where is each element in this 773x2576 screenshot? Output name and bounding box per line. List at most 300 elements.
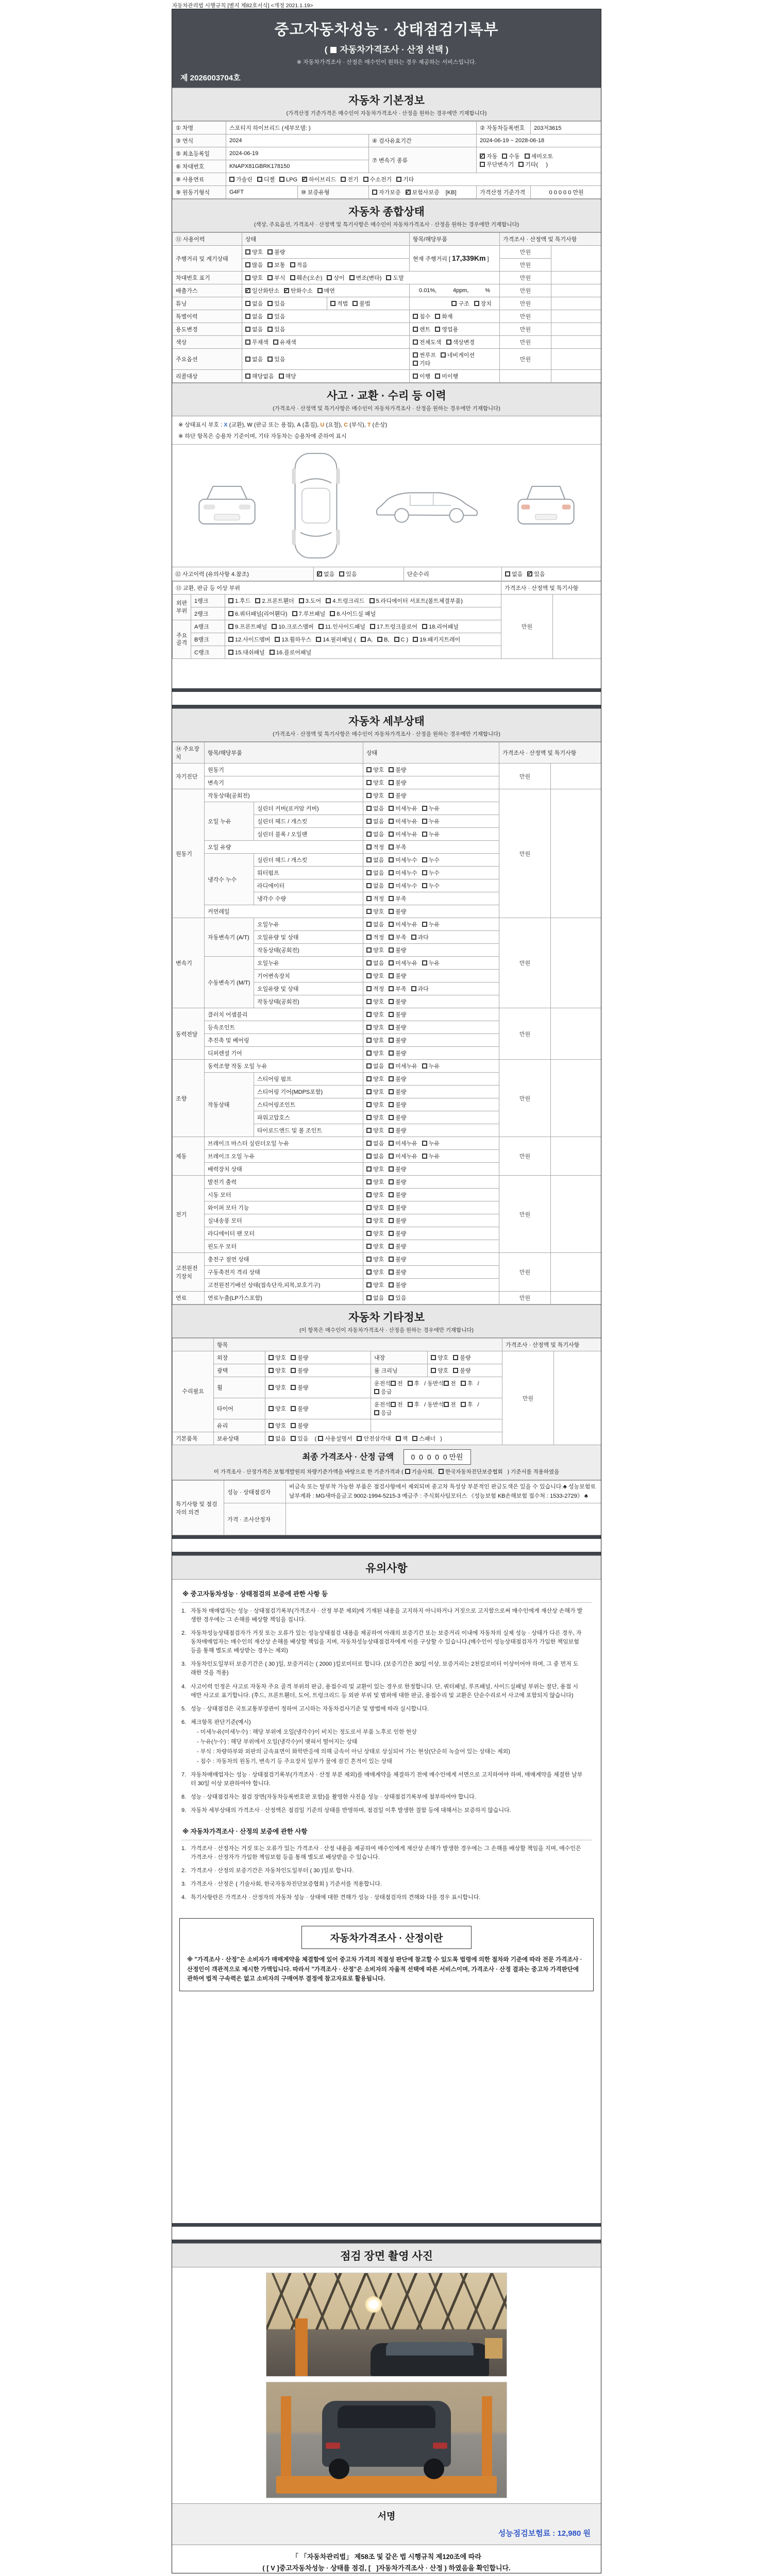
item-label: 배력장치 상태	[205, 1163, 363, 1176]
checkbox-option[interactable]: 미세누유	[389, 830, 417, 838]
checkbox-option[interactable]: 후	[408, 1379, 420, 1387]
section-summary-header: 자동차 종합상태 (색상, 주요옵션, 가격조사 · 산정액 및 특기사항은 매수인이 자동차가격조사 · 산정을 원하는 경우에만 기재합니다)	[172, 199, 601, 232]
checkbox-option[interactable]: 없음	[366, 830, 384, 838]
checkbox-option[interactable]: 디젤	[257, 175, 275, 183]
state-symbol: C (부식),	[344, 422, 367, 428]
checkbox-option[interactable]: 후	[408, 1400, 420, 1409]
checkbox-option[interactable]: 불량	[453, 1353, 470, 1362]
checkbox-option[interactable]: 잭	[396, 1434, 408, 1443]
checkbox-option[interactable]: 불량	[389, 1010, 406, 1019]
checkbox-option[interactable]: 전체도색	[413, 338, 442, 346]
checkbox-option[interactable]: 없음	[268, 1434, 286, 1443]
checkbox-option[interactable]: 양호	[366, 907, 384, 916]
checkbox-option[interactable]: 양호	[366, 1255, 384, 1263]
checkbox-option[interactable]: 과다	[411, 933, 429, 941]
checkbox-option[interactable]: 없음	[245, 325, 263, 333]
checkbox-option[interactable]: 있음	[267, 355, 285, 363]
checkbox-option[interactable]: 양호	[366, 1242, 384, 1250]
checkbox-option[interactable]: 2.프론트휀더	[255, 597, 294, 605]
checkbox-option[interactable]: 4.트렁크리드	[326, 597, 364, 605]
checkbox-option[interactable]: 전	[391, 1379, 403, 1387]
basic-items-label: 기본품목	[173, 1432, 214, 1445]
checkbox-option[interactable]: 없음	[366, 1062, 384, 1070]
checkbox-option[interactable]: 세미오토	[525, 152, 553, 160]
checkbox-option[interactable]: 없음	[366, 856, 384, 864]
checkbox-option[interactable]: 누유	[422, 1152, 440, 1160]
checkbox-option[interactable]: 없음	[366, 1294, 384, 1302]
checkbox-option[interactable]: 있음	[267, 299, 285, 308]
checkbox-option[interactable]: 3.도어	[299, 597, 321, 605]
notice-item: 9. 자동차 세부상태의 가격조사 · 산정액은 점검일 기준의 상태를 반영하며, 점검일 이후 발생한 결함 등에 대해서는 보증하지 않습니다.	[181, 1807, 511, 1814]
checkbox-option[interactable]: 불량	[291, 1421, 308, 1430]
checkbox-option[interactable]: 13.휠하우스	[275, 635, 311, 643]
checkbox-option[interactable]: B,	[377, 637, 389, 643]
final-price-band	[172, 1445, 601, 1480]
state-options	[363, 1073, 499, 1086]
checkbox-option[interactable]: 보통	[267, 261, 285, 269]
checkbox-option[interactable]: 양호	[245, 274, 263, 282]
checkbox-option[interactable]: 불법	[352, 299, 370, 308]
checkbox-option[interactable]: 양호	[366, 1075, 384, 1083]
checkbox-option[interactable]: 있음	[389, 1294, 406, 1302]
checkbox-option[interactable]: 안전삼각대	[357, 1434, 391, 1443]
checkbox-option[interactable]: 적정	[366, 843, 384, 851]
checkbox-option[interactable]: 불량	[389, 1216, 406, 1225]
checkbox-option[interactable]: ✓ 하이브리드	[302, 175, 336, 183]
checkbox-option[interactable]: 10.크로스멤버	[272, 622, 313, 631]
checkbox-option[interactable]: ✓ 있음	[527, 570, 545, 578]
checkbox-option[interactable]: 화재	[435, 312, 452, 320]
checkbox-icon	[366, 844, 372, 850]
checkbox-option[interactable]: 훼손(오손)	[290, 274, 323, 282]
checkbox-option[interactable]: 14.필러패널 (	[316, 635, 356, 643]
checkbox-option[interactable]: 부족	[389, 843, 406, 851]
section-accident-header: 사고 · 교환 · 수리 등 이력 (가격조사 · 산정액 및 특기사항은 매수인이 자동차가격조사 · 산정을 원하는 경우에만 기재합니다)	[172, 383, 601, 416]
checkbox-option[interactable]: 전	[444, 1400, 456, 1409]
lift-post	[295, 2318, 308, 2376]
checkbox-option[interactable]: 기술사회,	[405, 1468, 434, 1476]
checkbox-option[interactable]: 부식	[267, 274, 285, 282]
checkbox-option[interactable]: 있음	[267, 312, 285, 320]
taillight-left	[326, 2443, 340, 2449]
checkbox-option[interactable]: 양호	[366, 1204, 384, 1212]
checkbox-option[interactable]: 양호	[366, 1281, 384, 1289]
about-appraisal-box	[179, 1918, 594, 1991]
checkbox-option[interactable]: 없음	[505, 570, 523, 578]
checkbox-option[interactable]: 양호	[366, 791, 384, 800]
summary-row-vin: 차대번호 표기 양호 부식 훼손(오손) 상이 변조(변타) 도말 만원	[173, 272, 602, 284]
checkbox-option[interactable]: 누유	[422, 1062, 440, 1070]
state-options	[363, 1292, 499, 1304]
accident-history-label: ⑫ 사고이력 (유의사항 4.참조)	[172, 567, 314, 581]
inspector-label: 성능 · 상태점검자	[224, 1481, 286, 1503]
checkbox-option[interactable]: 전	[444, 1379, 456, 1387]
checkbox-option[interactable]: 변조(변타)	[349, 274, 382, 282]
state-symbol: T (손상)	[367, 422, 388, 428]
checkbox-option[interactable]: 있음	[291, 1434, 308, 1443]
checkbox-icon	[441, 352, 446, 358]
state-options	[363, 1124, 499, 1137]
checkbox-option[interactable]: 양호	[268, 1404, 286, 1413]
car-damage-diagrams	[172, 445, 601, 567]
checkbox-option[interactable]: 있음	[339, 570, 357, 578]
checkbox-option[interactable]: 없음	[366, 1152, 384, 1160]
checkbox-icon	[480, 154, 485, 159]
checkbox-icon	[273, 340, 278, 345]
summary-table: ⑪ 사용이력 상태 항목/해당부품 가격조사 · 산정액 및 특기사항 주행거리 및 계기상태 양호 불량 현재 주행거리 [ 17,339Km ] 만원 많음 보통 적음 만원 차대번호 표기 양호 부식 훼손(오손) 상이 변조(변타) 도말 만원 배출가스 ✓ 일산화탄소 ✓ 탄화수소 매연 0.01%, 4ppm, % 만원 튜닝 없음 있음 적법 불법 구조 장치 만원 특별이력 없음 있음 침수 화재 만원 용도변경 없음 있음 렌트 영업용 만원 색상 무채색 유채색 전체도색 색상변경 만원 주요옵션 없음 있음 썬루프 네비게이션기타 만원 리콜대상 해당없음 해당 이행 미이행	[172, 232, 601, 383]
checkbox-option[interactable]: 미세누수	[389, 869, 417, 877]
checkbox-option[interactable]: 미세누유	[389, 804, 417, 812]
checkbox-option[interactable]: 기타	[413, 359, 430, 367]
checkbox-option[interactable]: 양호	[366, 1268, 384, 1276]
value-inspection-period: 2024-06-19 ~ 2028-06-18	[477, 134, 601, 147]
checkbox-option[interactable]: 색상변경	[446, 338, 475, 346]
checkbox-option[interactable]: 무단변속기	[480, 160, 514, 168]
checkbox-option[interactable]: 양호	[245, 248, 263, 256]
checkbox-option[interactable]: 적정	[366, 933, 384, 941]
checkbox-option[interactable]: 불량	[389, 1113, 406, 1122]
checkbox-option[interactable]: 적정	[366, 894, 384, 903]
checkbox-option[interactable]: 양호	[366, 1178, 384, 1186]
checkbox-icon	[366, 1218, 372, 1223]
checkbox-icon	[290, 262, 295, 267]
checkbox-option[interactable]: 스패너	[412, 1434, 435, 1443]
notice-item: 2. 자동차성능상태점검자가 거짓 또는 오류가 있는 성능상태점검 내용을 제공하여 아래의 보증기간 또는 보증거리 이내에 자동차의 실제 성능 · 상태가 다른 경우, 자동차매매업자는 매수인의 재산상 손해를 배상할 책임을 지며, 자동차성능상태점검자에게 이를 구상할 수 있습니다.(매수인이 성능상태점검자가 가입한 책임보험 등을 통해 별도로 배상받는 경우는 제외)	[181, 1630, 582, 1654]
checkbox-option[interactable]: 양호	[366, 1229, 384, 1238]
checkbox-icon	[389, 1025, 394, 1030]
checkbox-option[interactable]: 없음	[366, 869, 384, 877]
checkbox-option[interactable]: 불량	[389, 1100, 406, 1109]
checkbox-option[interactable]: 19.패키지트레이	[413, 635, 460, 643]
checkbox-option[interactable]: 후	[461, 1400, 473, 1409]
checkbox-option[interactable]: 사용설명서	[318, 1434, 352, 1443]
checkbox-option[interactable]: 누유	[422, 830, 440, 838]
checkbox-option[interactable]: 양호	[366, 1100, 384, 1109]
checkbox-option[interactable]: 없음	[245, 299, 263, 308]
checkbox-option[interactable]: 양호	[366, 1036, 384, 1044]
checkbox-option[interactable]: 매연	[317, 286, 335, 295]
checkbox-option[interactable]: 후	[461, 1379, 473, 1387]
checkbox-option[interactable]: 17.트렁크플로어	[370, 622, 417, 631]
checkbox-option[interactable]: 누유	[422, 804, 440, 812]
checkbox-option[interactable]: 영업용	[435, 325, 458, 333]
checkbox-option[interactable]: 불량	[389, 1191, 406, 1199]
checkbox-option[interactable]: 미이행	[435, 372, 458, 380]
checkbox-option[interactable]: 양호	[366, 1216, 384, 1225]
checkbox-option[interactable]: 불량	[389, 1255, 406, 1263]
checkbox-option[interactable]: 양호	[366, 1165, 384, 1173]
about-appraisal-body: ※ "가격조사 · 산정"은 소비자가 매매계약을 체결함에 있어 중고차 가격의 적절성 판단에 참고할 수 있도록 법령에 의한 절차와 기준에 따라 전문 가격조사 · 산정인이 객관적으로 제시한 가액입니다. 따라서 "가격조사 · 산정"은 소비자의 자율적 선택에 따른 서비스이며, 가격조사 · 산정 결과는 중고차 가격판단에 관하여 법적 구속력은 없고 소비자의 구매여부 결정에 참고자료로 활용됩니다.	[187, 1957, 582, 1982]
checkbox-option[interactable]: 불량	[389, 791, 406, 800]
checkbox-icon	[439, 1469, 444, 1474]
checkbox-icon	[366, 999, 372, 1004]
checkbox-option[interactable]: 양호	[366, 972, 384, 980]
checkbox-icon	[422, 832, 427, 837]
checkbox-option[interactable]: 양호	[268, 1366, 286, 1375]
checkbox-icon	[245, 327, 250, 332]
checkbox-option[interactable]: 네비게이션	[441, 351, 475, 359]
checkbox-option[interactable]: 불량	[389, 1049, 406, 1057]
checkbox-option[interactable]: 자가보증	[372, 188, 401, 196]
select-checkbox-icon[interactable]	[330, 47, 337, 53]
checkbox-option[interactable]: 불량	[291, 1353, 308, 1362]
checkbox-option[interactable]: 불량	[389, 1242, 406, 1250]
checkbox-option[interactable]: 누수	[422, 869, 440, 877]
checkbox-option[interactable]: 도말	[386, 274, 404, 282]
checkbox-option[interactable]: 양호	[268, 1353, 286, 1362]
checkbox-option[interactable]: 5.라디에이터 서포트(볼트체결부품)	[369, 597, 463, 605]
state-symbol: W (판금 또는 용접),	[247, 422, 297, 428]
checkbox-option[interactable]: ✓ 보험사보증	[406, 188, 440, 196]
checkbox-option[interactable]: 누유	[422, 1139, 440, 1147]
item-label: 파워고압호스	[254, 1111, 363, 1124]
checkbox-option[interactable]: 불량	[389, 946, 406, 954]
checkbox-option[interactable]: 불량	[453, 1366, 470, 1375]
checkbox-option[interactable]: 8.사이드실 패널	[330, 609, 376, 618]
checkbox-option[interactable]: 불량	[389, 997, 406, 1006]
checkbox-option[interactable]: 있음	[267, 325, 285, 333]
checkbox-icon	[341, 177, 346, 182]
ceiling-lamp	[365, 2296, 382, 2313]
checkbox-option[interactable]: 불량	[389, 1036, 406, 1044]
checkbox-option[interactable]: 불량	[389, 1268, 406, 1276]
item-label: 기어변속장치	[254, 970, 363, 982]
device-label: 원동기	[173, 789, 205, 918]
checkbox-option[interactable]: 부족	[389, 985, 406, 993]
simple-repair-label: 단순수리	[404, 567, 502, 581]
checkbox-option[interactable]: 없음	[366, 882, 384, 890]
state-options	[363, 1098, 499, 1111]
checkbox-option[interactable]: 미세누수	[389, 856, 417, 864]
notice-list-2	[181, 1844, 592, 1902]
checkbox-option[interactable]: 양호	[268, 1421, 286, 1430]
checkbox-icon	[291, 1406, 296, 1411]
checkbox-option[interactable]: 불량	[389, 907, 406, 916]
checkbox-option[interactable]: 불량	[389, 1088, 406, 1096]
checkbox-option[interactable]: 12.사이드멤버	[228, 635, 270, 643]
checkbox-option[interactable]: 수동	[502, 152, 519, 160]
checkbox-option[interactable]: 적법	[330, 299, 348, 308]
item-label: 브레이크 마스터 실린더오일 누유	[205, 1137, 363, 1150]
checkbox-option[interactable]: 양호	[366, 1010, 384, 1019]
checkbox-icon	[389, 1257, 394, 1262]
checkbox-option[interactable]: 없음	[366, 1139, 384, 1147]
item-label: 고전원전기배선 상태(접속단자,피복,보호기구)	[205, 1279, 363, 1292]
checkbox-option[interactable]: 미세누유	[389, 1152, 417, 1160]
checkbox-option[interactable]: 양호	[366, 1088, 384, 1096]
checkbox-option[interactable]: 불량	[291, 1366, 308, 1375]
checkbox-icon	[372, 190, 377, 195]
checkbox-option[interactable]: 양호	[431, 1366, 448, 1375]
checkbox-option[interactable]: ✓ 탄화수소	[284, 286, 313, 295]
checkbox-option[interactable]: 구조	[451, 299, 469, 308]
checkbox-option[interactable]: 미세누유	[389, 1139, 417, 1147]
checkbox-option[interactable]: 수소전기	[363, 175, 392, 183]
checkbox-option[interactable]: 적음	[290, 261, 308, 269]
checkbox-option[interactable]: C )	[394, 637, 409, 643]
checkbox-option[interactable]: 미세누유	[389, 1062, 417, 1070]
state-options	[363, 1201, 499, 1214]
checkbox-option[interactable]: 많음	[245, 261, 263, 269]
checkbox-option[interactable]: 응급	[374, 1409, 392, 1417]
checkbox-option[interactable]: 불량	[389, 1126, 406, 1134]
item-label: 실내송풍 모터	[205, 1214, 363, 1227]
checkbox-option[interactable]: 불량	[389, 1229, 406, 1238]
checkbox-option[interactable]: A,	[361, 637, 373, 643]
checkbox-option[interactable]: 누수	[422, 882, 440, 890]
checkbox-option[interactable]: 양호	[431, 1353, 448, 1362]
checkbox-option[interactable]: 16.플로어패널	[270, 648, 311, 656]
notice-item: 1. 자동차 매매업자는 성능 · 상태점검기록부(가격조사 · 산정 부분 제외)에 기재된 내용을 고지하지 아니하거나 거짓으로 고지함으로써 매수인에게 재산상 손해가 발생한 경우에는 그 손해를 배상할 책임을 집니다.	[181, 1608, 583, 1623]
checkbox-option[interactable]: 불량	[389, 1165, 406, 1173]
checkbox-option[interactable]: 불량	[389, 972, 406, 980]
field-fuel: ⑧ 사용연료	[173, 173, 226, 186]
field-first-reg: ⑤ 최초등록일	[173, 147, 226, 160]
checkbox-option[interactable]: 양호	[366, 1023, 384, 1031]
checkbox-option[interactable]: 불량	[291, 1383, 308, 1392]
checkbox-option[interactable]: 기타	[396, 175, 414, 183]
checkbox-option[interactable]: 누유	[422, 920, 440, 928]
checkbox-option[interactable]: ✓ 일산화탄소	[245, 286, 279, 295]
checkbox-option[interactable]: 장치	[474, 299, 492, 308]
checkbox-option[interactable]: 썬루프	[413, 351, 436, 359]
checkbox-option[interactable]: 해당	[279, 372, 296, 380]
checkbox-option[interactable]: 누유	[422, 817, 440, 825]
checkbox-option[interactable]: 기타( )	[518, 160, 548, 168]
checkbox-option[interactable]: 불량	[389, 1204, 406, 1212]
checkbox-option[interactable]: 불량	[389, 766, 406, 774]
checkbox-option[interactable]: 누수	[422, 856, 440, 864]
checkbox-option[interactable]: 없음	[245, 355, 263, 363]
checkbox-option[interactable]: 전기	[341, 175, 358, 183]
checkbox-icon	[366, 1205, 372, 1210]
checkbox-option[interactable]: 7.루브패널	[292, 609, 326, 618]
checkbox-option[interactable]: 15.대쉬패널	[228, 648, 265, 656]
checkbox-icon	[366, 1038, 372, 1043]
checkbox-option[interactable]: 가솔린	[229, 175, 253, 183]
checkbox-option[interactable]: 불량	[389, 1281, 406, 1289]
checkbox-option[interactable]: 양호	[366, 1113, 384, 1122]
detail-row	[173, 1008, 602, 1021]
lift-rail-right	[482, 2396, 492, 2477]
checkbox-option[interactable]: 불량	[389, 778, 406, 787]
item-label: 실린더 헤드 / 개스킷	[254, 815, 363, 828]
checkbox-option[interactable]: 9.프론트패널	[228, 622, 267, 631]
checkbox-option[interactable]: 부족	[389, 894, 406, 903]
checkbox-option[interactable]: 누유	[422, 959, 440, 967]
remarks-table	[172, 1480, 601, 1535]
checkbox-option[interactable]: 없음	[366, 804, 384, 812]
checkbox-option[interactable]: 불량	[291, 1404, 308, 1413]
checkbox-option[interactable]: 이행	[413, 372, 430, 380]
checkbox-icon	[444, 1402, 449, 1407]
panel-section-label: ⑬ 교환, 판금 등 이상 부위	[173, 582, 501, 595]
checkbox-option[interactable]: ✓자동	[480, 152, 497, 160]
checkbox-option[interactable]: 전	[391, 1400, 403, 1409]
checkbox-option[interactable]: 불량	[389, 1023, 406, 1031]
item-label: 스티어링 기어(MDPS포함)	[254, 1086, 363, 1098]
checkbox-icon	[268, 1355, 274, 1360]
checkbox-option[interactable]: 과다	[411, 985, 429, 993]
car-front-view-diagram	[195, 479, 259, 533]
checkbox-option[interactable]: 침수	[413, 312, 430, 320]
checkbox-option[interactable]: 미세누유	[389, 920, 417, 928]
checkbox-option[interactable]: 양호	[366, 946, 384, 954]
car-rear-window	[338, 2405, 435, 2428]
checkbox-option[interactable]: 응급	[374, 1387, 392, 1396]
checkbox-option[interactable]: 양호	[366, 997, 384, 1006]
checkbox-option[interactable]: 해당없음	[245, 372, 274, 380]
checkbox-option[interactable]: 18.리어패널	[422, 622, 459, 631]
checkbox-option[interactable]: 양호	[366, 766, 384, 774]
checkbox-option[interactable]: 렌트	[413, 325, 430, 333]
checkbox-option[interactable]: 양호	[366, 1126, 384, 1134]
checkbox-option[interactable]: 미세누수	[389, 882, 417, 890]
state-options	[363, 1021, 499, 1034]
checkbox-icon	[330, 301, 335, 306]
checkbox-icon	[366, 986, 372, 991]
checkbox-option[interactable]: 양호	[366, 1049, 384, 1057]
checkbox-option[interactable]: 없음	[366, 959, 384, 967]
checkbox-option[interactable]: 없음	[245, 312, 263, 320]
checkbox-option[interactable]: ✓ 없음	[317, 570, 334, 578]
inspection-record-document	[172, 9, 601, 2573]
checkbox-option[interactable]: 상이	[327, 274, 344, 282]
checkbox-option[interactable]: 부족	[389, 933, 406, 941]
checkbox-option[interactable]: 무채색	[245, 338, 268, 346]
checkbox-option[interactable]: 불량	[389, 1178, 406, 1186]
price-unit: 만원	[499, 918, 551, 1008]
item-label: 동력조향 작동 오일 누유	[205, 1060, 363, 1073]
checkbox-icon	[389, 947, 394, 953]
checkbox-option[interactable]: 불량	[389, 1075, 406, 1083]
summary-row-usage: 용도변경 없음 있음 렌트 영업용 만원	[173, 323, 602, 336]
checkbox-option[interactable]: 양호	[268, 1383, 286, 1392]
checkbox-icon	[391, 1402, 396, 1407]
checkbox-option[interactable]: 미세누유	[389, 817, 417, 825]
checkbox-icon	[366, 1141, 372, 1146]
section-photos-header	[172, 2243, 601, 2267]
checkbox-option[interactable]: 불량	[267, 248, 285, 256]
summary-row-color: 색상 무채색 유채색 전체도색 색상변경 만원	[173, 336, 602, 349]
checkbox-option[interactable]: LPG	[279, 177, 297, 183]
notice-item: 4. 사고이력 인정은 사고로 자동차 주요 골격 부위의 판금, 용접수리 및 교환이 있는 경우로 한정합니다. 단, 쿼터패널, 루프패널, 사이드실패널 부위는 절단, 용접 시에만 사고로 표기합니다. (후드, 프론트휀더, 도어, 트렁크리드 등 외판 부위 및 범퍼에 대한 판금, 용접수리 및 교환은 단순수리로서 사고에 포함되지 않습니다)	[181, 1683, 578, 1699]
checkbox-icon	[245, 262, 250, 267]
checkbox-option[interactable]: 양호	[366, 778, 384, 787]
checkbox-option[interactable]: 11.인사이드패널	[318, 622, 365, 631]
car-top-view-diagram	[290, 450, 342, 561]
checkbox-option[interactable]: 없음	[366, 920, 384, 928]
checkbox-option[interactable]: 없음	[366, 817, 384, 825]
checkbox-option[interactable]: 적정	[366, 985, 384, 993]
checkbox-option[interactable]: 한국자동차진단보증협회	[439, 1468, 503, 1476]
checkbox-icon	[291, 1423, 296, 1428]
state-options	[363, 879, 499, 892]
detail-row	[173, 1176, 602, 1189]
wheel-positions: 운전석 전 후 / 동반석 전 후 /응급	[371, 1377, 502, 1398]
checkbox-option[interactable]: 미세누유	[389, 959, 417, 967]
checkbox-option[interactable]: 유채색	[273, 338, 296, 346]
checkbox-option[interactable]: 1.후드	[228, 597, 250, 605]
checkbox-icon	[366, 1295, 372, 1300]
notes-cell	[551, 1292, 602, 1304]
inspection-photo-1	[266, 2273, 507, 2377]
checkbox-icon	[422, 857, 427, 862]
checkbox-icon	[245, 374, 250, 379]
checkbox-option[interactable]: 6.쿼터패널(리어휀다)	[228, 609, 288, 618]
checkbox-icon	[396, 1436, 401, 1441]
checkbox-option[interactable]: 양호	[366, 1191, 384, 1199]
